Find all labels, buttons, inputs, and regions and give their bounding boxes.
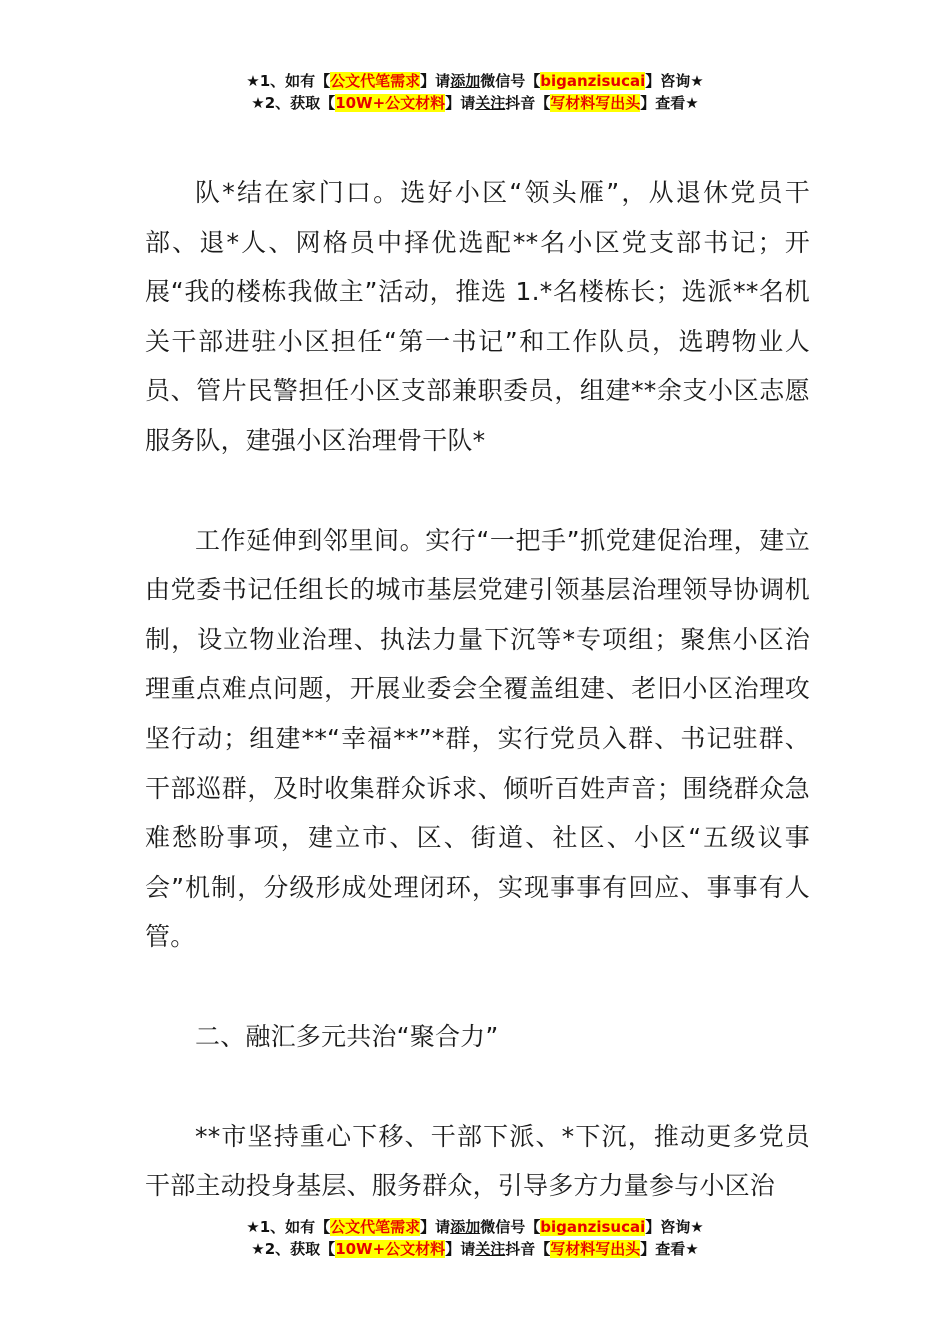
section-heading: 二、融汇多元共治“聚合力” [195, 1021, 499, 1051]
paragraph-gap [145, 1062, 810, 1112]
banner-text: 】请 [420, 72, 451, 90]
paragraph: **市坚持重心下移、干部下派、*下沉，推动更多党员干部主动投身基层、服务群众，引导多方力量参与小区治 [145, 1121, 810, 1201]
banner-text: 】咨询★ [645, 1218, 704, 1236]
banner-underlined: 添加 [450, 1218, 481, 1236]
banner-line-1 [0, 70, 950, 92]
banner-highlight: 10W+公文材料 [335, 94, 446, 112]
document-body [145, 168, 810, 1211]
banner-text: 】查看★ [640, 94, 699, 112]
banner-text: 】请 [445, 1240, 476, 1258]
banner-text: 微信号【 [480, 1218, 541, 1236]
banner-highlight: 写材料写出头 [550, 1240, 641, 1258]
banner-highlight: biganzisucai [540, 1218, 646, 1236]
banner-text: 】咨询★ [645, 72, 704, 90]
banner-line-2 [0, 1238, 950, 1260]
banner-text: ★1、如有【 [246, 72, 331, 90]
banner-underlined: 添加 [450, 72, 481, 90]
banner-highlight: 公文代笔需求 [330, 1218, 421, 1236]
banner-line-2 [0, 92, 950, 114]
paragraph: 工作延伸到邻里间。实行“一把手”抓党建促治理，建立由党委书记任组长的城市基层党建引领基层治理领导协调机制，设立物业治理、执法力量下沉等*专项组；聚焦小区治理重点难点问题，开展业委会全覆盖组建、老旧小区治理攻坚行动；组建**“幸福**”*群，实行党员入群、书记驻群、干部巡群，及时收集群众诉求、倾听百姓声音；围绕群众急难愁盼事项，建立市、区、街道、社区、小区“五级议事会”机制，分级形成处理闭环，实现事事有回应、事事有人管。 [145, 525, 810, 952]
banner-text: 抖音【 [505, 1240, 551, 1258]
banner-highlight: 写材料写出头 [550, 94, 641, 112]
paragraph-gap [145, 962, 810, 1012]
header-banner [0, 70, 950, 114]
banner-highlight: 公文代笔需求 [330, 72, 421, 90]
banner-highlight: 10W+公文材料 [335, 1240, 446, 1258]
banner-text: ★2、获取【 [251, 1240, 336, 1258]
banner-text: 抖音【 [505, 94, 551, 112]
banner-text: 】请 [445, 94, 476, 112]
banner-text: 微信号【 [480, 72, 541, 90]
banner-line-1 [0, 1216, 950, 1238]
banner-text: 】请 [420, 1218, 451, 1236]
footer-banner [0, 1216, 950, 1260]
banner-text: ★1、如有【 [246, 1218, 331, 1236]
banner-text: ★2、获取【 [251, 94, 336, 112]
banner-underlined: 关注 [475, 1240, 506, 1258]
banner-highlight: biganzisucai [540, 72, 646, 90]
paragraph: 队*结在家门口。选好小区“领头雁”，从退休党员干部、退*人、网格员中择优选配**名小区党支部书记；开展“我的楼栋我做主”活动，推选 1.*名楼栋长；选派**名机关干部进驻小区担任“第一书记”和工作队员，选聘物业人员、管片民警担任小区支部兼职委员，组建**余支小区志愿服务队，建强小区治理骨干队* [145, 178, 810, 455]
banner-underlined: 关注 [475, 94, 506, 112]
banner-text: 】查看★ [640, 1240, 699, 1258]
paragraph-gap [145, 466, 810, 516]
